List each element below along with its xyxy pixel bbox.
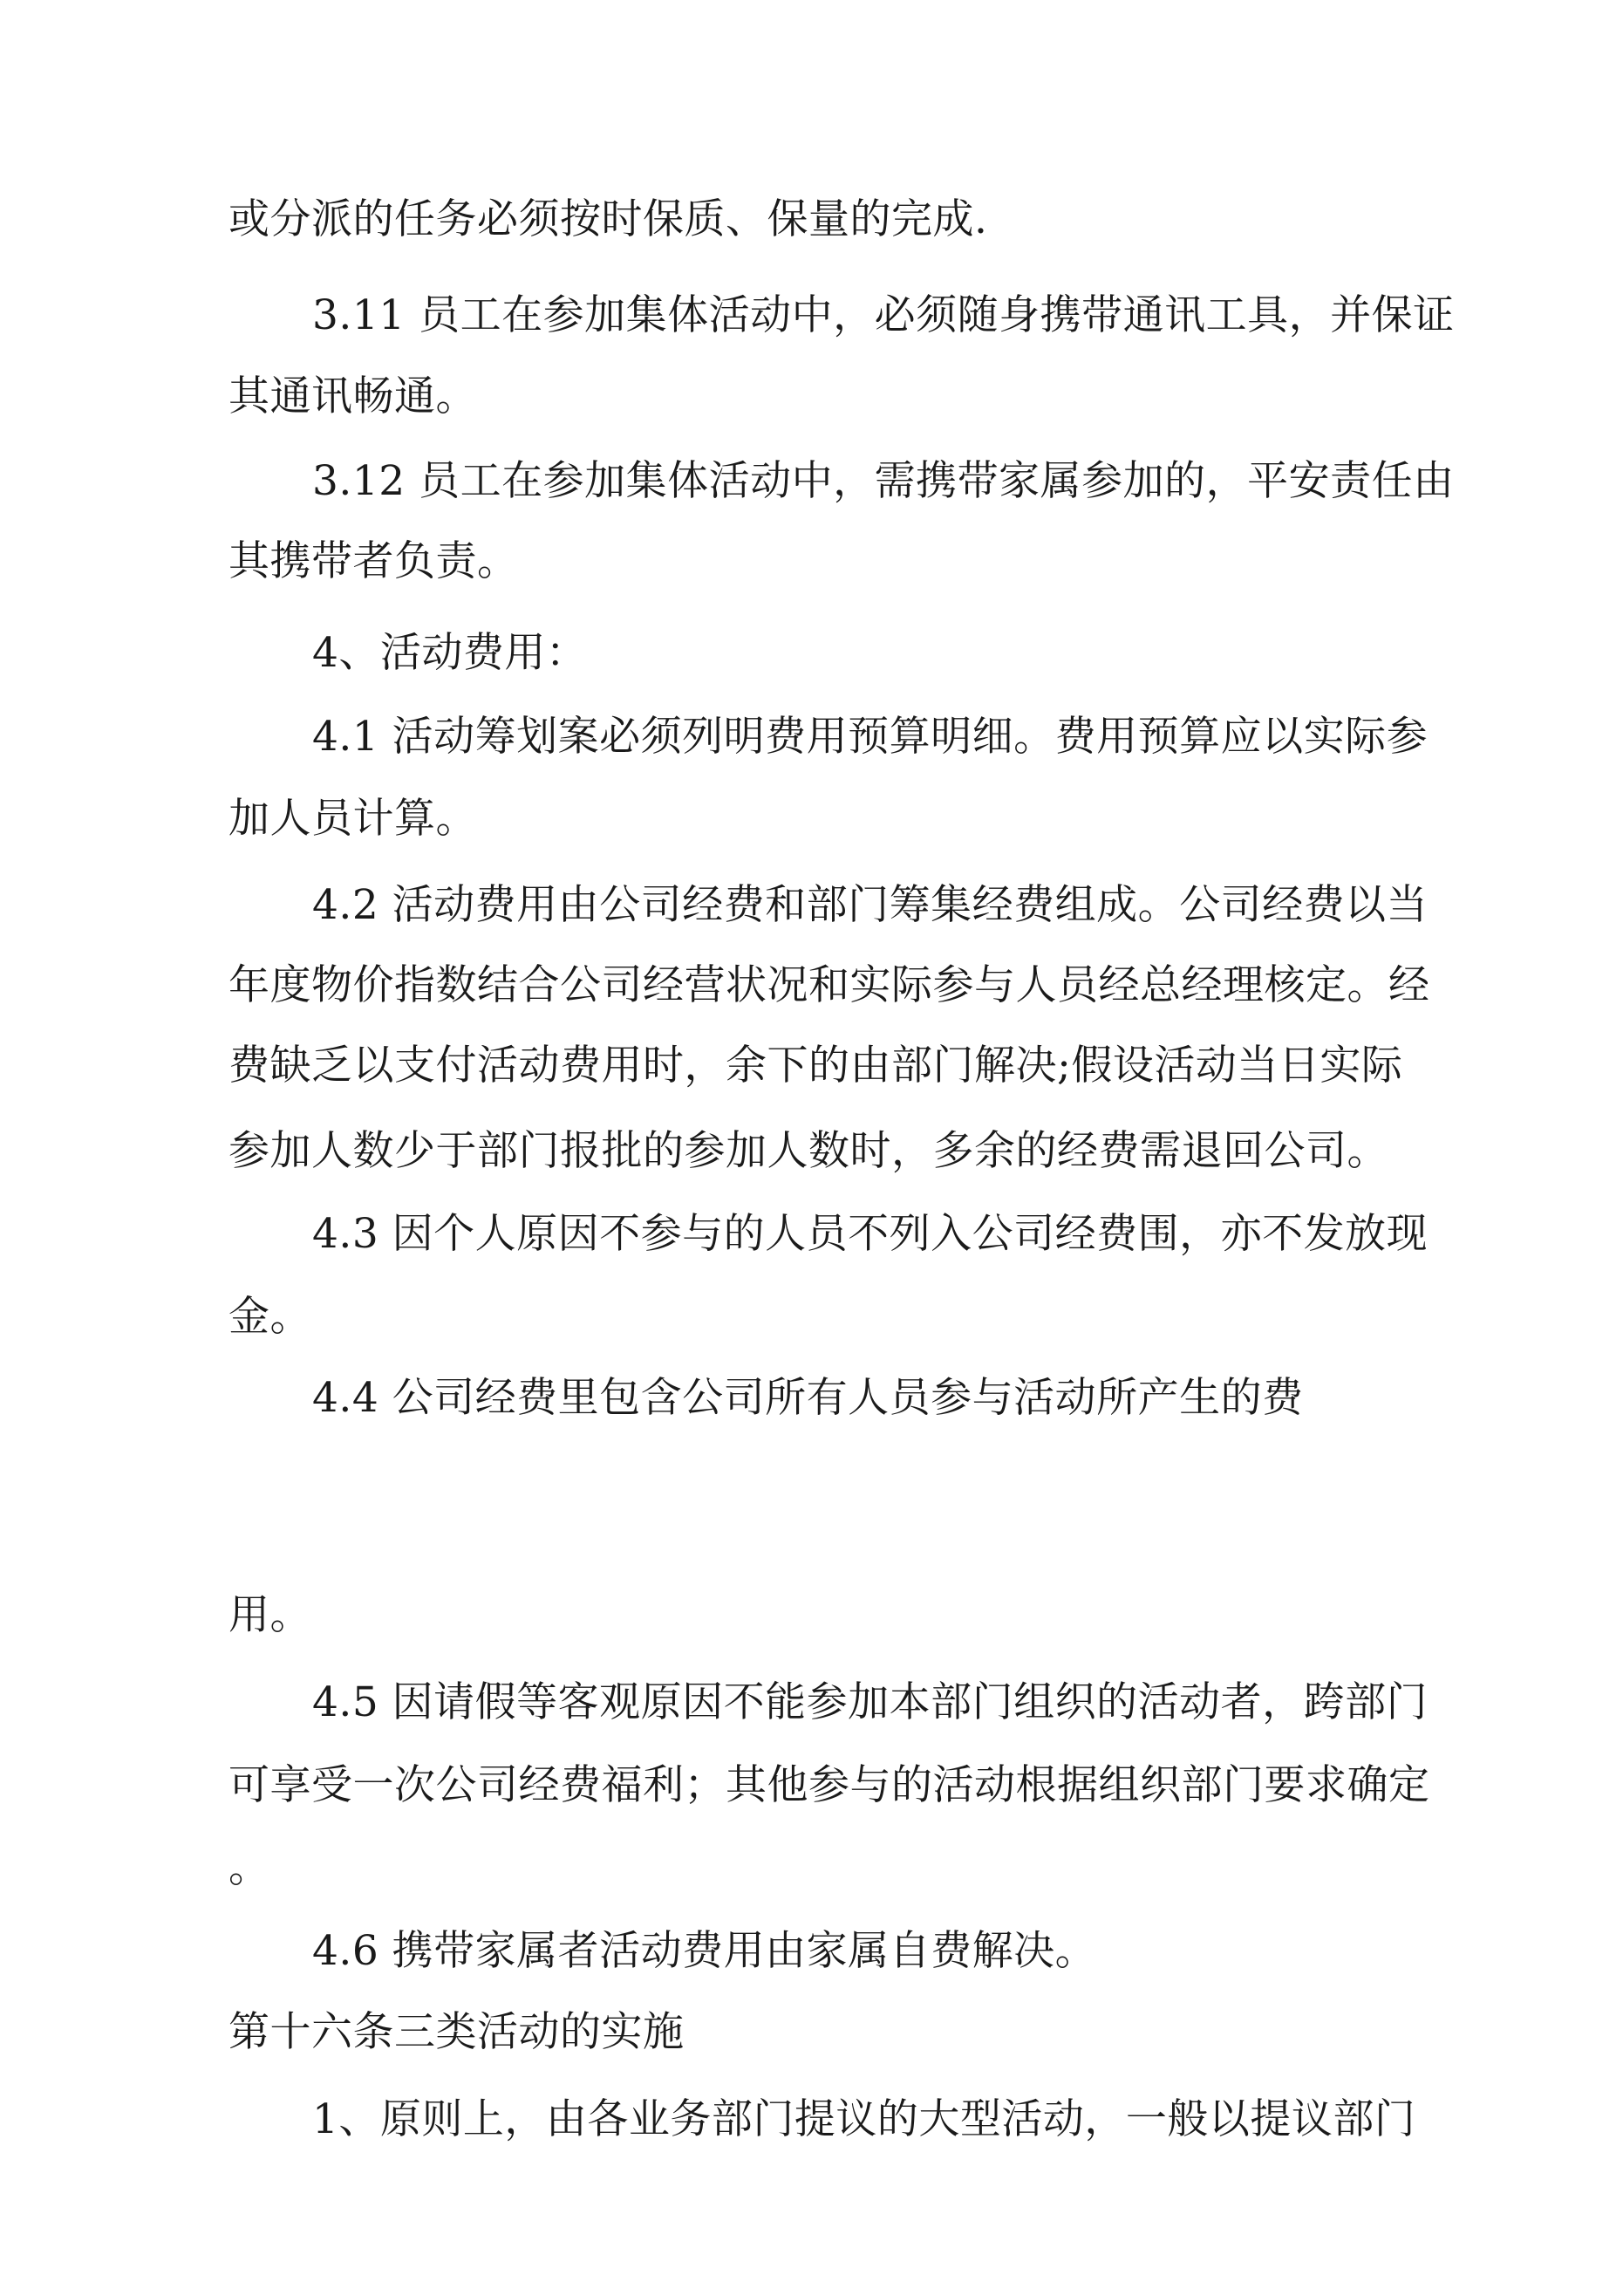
text-line: 4.4 公司经费里包含公司所有人员参与活动所产生的费 xyxy=(312,1374,1304,1422)
text-line: 金。 xyxy=(228,1293,311,1341)
text-line: 1、原则上，由各业务部门提议的大型活动，一般以提议部门 xyxy=(312,2095,1416,2143)
text-line: 年度物价指数结合公司经营状况和实际参与人员经总经理核定。经 xyxy=(228,961,1430,1009)
text-line: 加人员计算。 xyxy=(228,795,477,843)
text-line: 其通讯畅通。 xyxy=(228,372,477,420)
text-line: 或分派的任务必须按时保质、保量的完成. xyxy=(228,195,988,243)
article-heading: 第十六条三类活动的实施 xyxy=(228,2008,685,2056)
text-line: 4.2 活动费用由公司经费和部门筹集经费组成。公司经费以当 xyxy=(312,881,1429,929)
text-line: 。 xyxy=(228,1844,270,1892)
text-line: 3.11 员工在参加集体活动中，必须随身携带通讯工具，并保证 xyxy=(312,291,1455,339)
text-line: 4.5 因请假等客观原因不能参加本部门组织的活动者，跨部门 xyxy=(312,1678,1429,1726)
text-line: 其携带者负责。 xyxy=(228,537,519,585)
text-line: 4.1 活动筹划案必须列明费用预算明细。费用预算应以实际参 xyxy=(312,713,1429,761)
text-line: 4.3 因个人原因不参与的人员不列入公司经费围，亦不发放现 xyxy=(312,1210,1429,1258)
text-line: 参加人数少于部门报批的参加人数时，多余的经费需退回公司。 xyxy=(228,1127,1388,1175)
text-line: 3.12 员工在参加集体活动中，需携带家属参加的，平安责任由 xyxy=(312,457,1455,505)
section-heading: 4、活动费用： xyxy=(312,629,588,677)
text-line: 4.6 携带家属者活动费用由家属自费解决。 xyxy=(312,1927,1097,1975)
text-line: 可享受一次公司经费福利；其他参与的活动根据组织部门要求确定 xyxy=(228,1761,1430,1809)
text-line: 用。 xyxy=(228,1591,311,1639)
text-line: 费缺乏以支付活动费用时，余下的由部门解决;假设活动当日实际 xyxy=(228,1042,1403,1090)
